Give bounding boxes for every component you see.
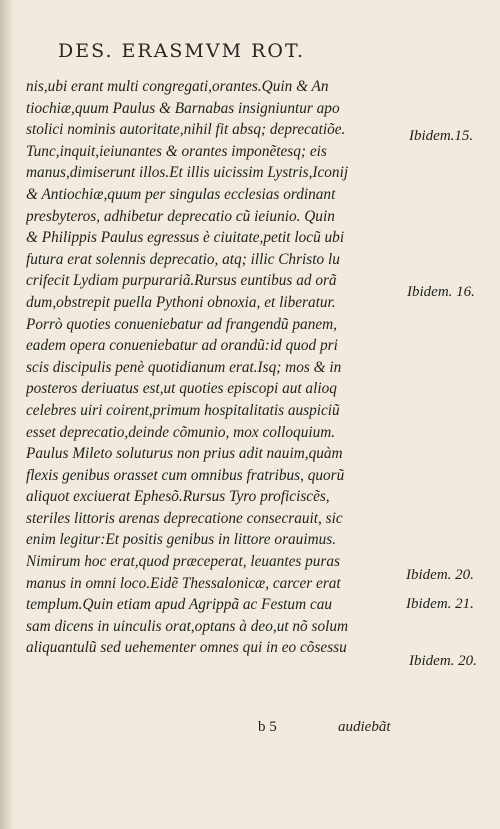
text-line: Porrò quoties conueniebatur ad frangendũ panem, bbox=[26, 315, 338, 333]
text-line: futura erat solennis deprecatio, atq; illic Christo lu bbox=[26, 250, 340, 268]
text-line: presbyteros, adhibetur deprecatio cũ ieiunio. Quin bbox=[26, 207, 335, 225]
margin-note: Ibidem. 20. bbox=[409, 653, 477, 669]
running-head: DES. ERASMVM ROT. bbox=[58, 40, 305, 62]
text-line: tiochiæ,quum Paulus & Barnabas insigniuntur apo bbox=[26, 99, 340, 117]
text-line: sam dicens in uinculis orat,optans à deo,ut nõ solum bbox=[26, 617, 349, 635]
text-line: stolici nominis autoritate,nihil fit absq; deprecatiõe. bbox=[26, 121, 346, 139]
margin-note: Ibidem. 16. bbox=[407, 284, 475, 300]
signature-mark: b 5 bbox=[258, 719, 277, 735]
text-line: & Antiochiæ,quum per singulas ecclesias ordinant bbox=[26, 185, 336, 203]
margin-note: Ibidem. 20. bbox=[406, 567, 474, 583]
text-line: dum,obstrepit puella Pythoni obnoxia, et liberatur. bbox=[26, 293, 336, 311]
margin-note: Ibidem. 21. bbox=[406, 596, 474, 612]
text-line: manus,dimiserunt illos.Et illis uicissim Lystris,Iconij bbox=[26, 164, 349, 182]
text-line: Nimirum hoc erat,quod præceperat, leuantes puras bbox=[26, 553, 340, 571]
text-line: crifecit Lydiam purpurariã.Rursus euntibus ad orã bbox=[26, 272, 337, 290]
text-line: aliquantulũ sed uehementer omnes qui in eo cõsessu bbox=[26, 639, 347, 657]
text-line: eadem opera conueniebatur ad orandũ:id quod pri bbox=[26, 337, 338, 355]
text-line: manus in omni loco.Eidẽ Thessalonicæ, carcer erat bbox=[26, 574, 341, 592]
margin-note: Ibidem.15. bbox=[409, 128, 474, 144]
body-text bbox=[26, 76, 410, 659]
text-line: aliquot exciuerat Ephesõ.Rursus Tyro proficiscẽs, bbox=[26, 488, 330, 506]
text-line: steriles littoris arenas deprecatione consecrauit, sic bbox=[26, 509, 343, 527]
text-line: enim legitur:Et positis genibus in littore orauimus. bbox=[26, 531, 337, 549]
text-line: & Philippis Paulus egressus è ciuitate,petit locũ ubi bbox=[26, 229, 345, 247]
text-line: posteros deriuatus est,ut quoties episcopi aut alioq bbox=[26, 380, 337, 398]
text-line: celebres uiri coirent,primum hospitalitatis auspiciũ bbox=[26, 401, 340, 419]
text-line: scis discipulis penè quotidianum erat.Isq; mos & in bbox=[26, 358, 342, 376]
text-line: nis,ubi erant multi congregati,orantes.Quin & An bbox=[26, 78, 329, 95]
text-line: flexis genibus orasset cum omnibus fratribus, quorũ bbox=[26, 466, 345, 484]
text-line: Tunc,inquit,ieiunantes & orantes imponẽtesq; eis bbox=[26, 142, 327, 160]
text-line: esset deprecatio,deinde cõmunio, mox colloquium. bbox=[26, 423, 336, 441]
text-line: Paulus Mileto soluturus non prius adit nauim,quàm bbox=[26, 445, 343, 463]
catchword: audiebãt bbox=[338, 719, 391, 735]
text-line: templum.Quin etiam apud Agrippã ac Festum cau bbox=[26, 596, 333, 614]
